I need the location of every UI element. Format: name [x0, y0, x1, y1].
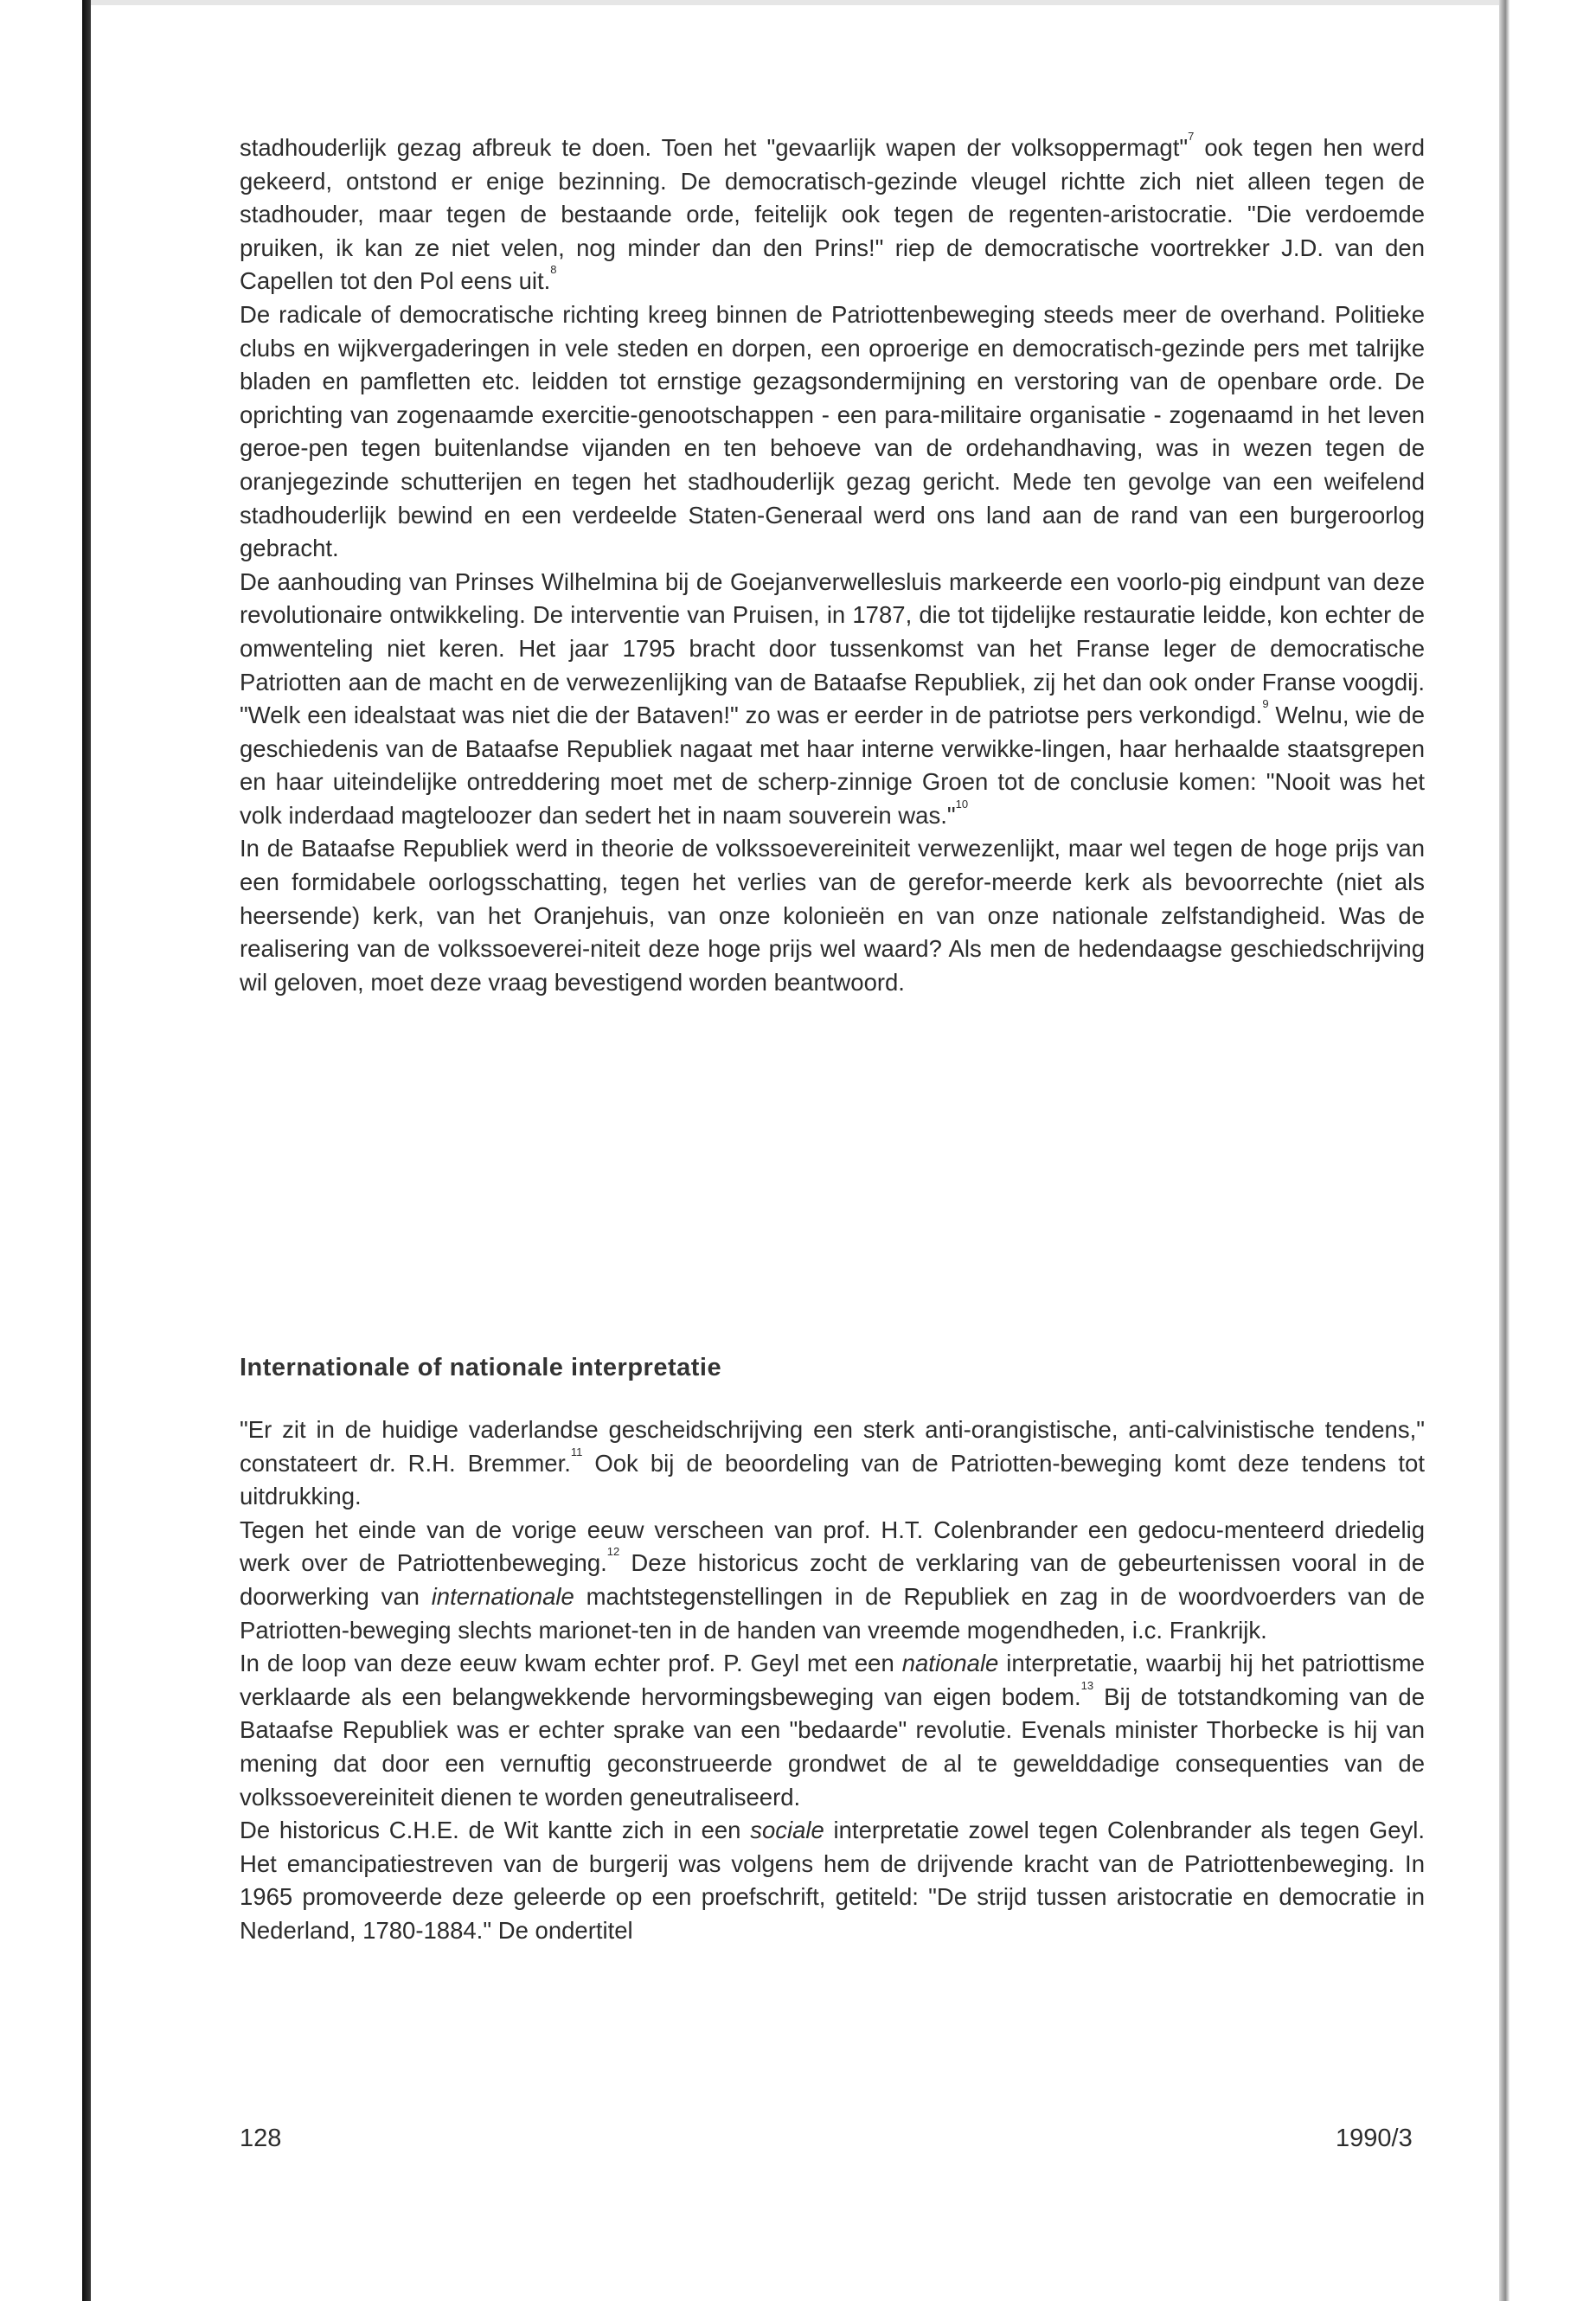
section-paragraph-3	[240, 1647, 1425, 1814]
paragraph-2: De radicale of democratische richting kreeg binnen de Patriottenbeweging steeds meer de overhand. Politieke clubs en wijkvergaderingen in vele steden en dorpen, een oproerige en democratisch-gezinde pers met talrijke bladen en pamfletten etc. leidden tot ernstige gezagsondermijning en verstoring van de openbare orde. De oprichting van zogenaamde exercitie-genootschappen - een para-militaire organisatie - zogenaamd in het leven geroe-pen tegen buitenlandse vijanden en ten behoeve van de ordehandhaving, was in wezen tegen de oranjegezinde schutterijen en tegen het stadhouderlijk gezag gericht. Mede ten gevolge van een weifelend stadhouderlijk bewind en een verdeelde Staten-Generaal werd ons land aan de rand van een burgeroorlog gebracht.	[240, 300, 1425, 562]
footnote-ref: 10	[955, 797, 969, 811]
text-span: De aanhouding van Prinses Wilhelmina bij de Goejanverwellesluis markeerde een voorlo-pig eindpunt van deze revolutionaire ontwikkeling. De interventie van Pruisen, in 1787, die tot tijdelijke restauratie leidde, kon echter de omwenteling niet keren. Het jaar 1795 bracht door tussenkomst van het Franse leger de democratische Patriotten aan de macht en de verwezenlijking van de Bataafse Republiek, zij het dan ook onder Franse voogdij. "Welk een idealstaat was niet die der Bataven!" zo was er eerder in de patriotse pers verkondigd.	[240, 567, 1425, 729]
text-span: Deze historicus zocht de verklaring van de gebeurtenissen vooral in de doorwerking van	[240, 1549, 1425, 1610]
text-span: stadhouderlijk gezag afbreuk te doen. Toen het "gevaarlijk wapen der volksoppermagt"	[240, 134, 1189, 161]
text-span: interpretatie zowel tegen Colenbrander als tegen Geyl. Het emancipatiestreven van de burgerij was volgens hem de drijvende kracht van de Patriottenbeweging. In 1965 promoveerde deze geleerde op een proefschrift, getiteld: "De strijd tussen aristocratie en democratie in Nederland, 1780-1884." De ondertitel	[240, 1817, 1425, 1944]
section-paragraph-2	[240, 1514, 1425, 1647]
page-number: 128	[240, 2125, 282, 2152]
emphasis: internationale	[431, 1582, 574, 1610]
section-heading: Internationale of nationale interpretatie	[240, 1354, 722, 1381]
text-span: interpretatie, waarbij hij het patriottisme verklaarde als een belangwekkende hervormingsbeweging van eigen bodem.	[240, 1650, 1426, 1710]
page-edge-left	[82, 0, 91, 2301]
footnote-ref: 12	[606, 1545, 620, 1559]
footnote-ref: 11	[570, 1445, 583, 1458]
text-span: Ook bij de beoordeling van de Patriotten-beweging komt deze tendens tot uitdrukking.	[240, 1449, 1425, 1510]
page-edge-top	[82, 0, 1509, 5]
section-paragraph-4	[240, 1814, 1425, 1947]
paragraph-3	[240, 566, 1425, 833]
emphasis: sociale	[750, 1817, 824, 1844]
paragraph-4: In de Bataafse Republiek werd in theorie de volkssoevereiniteit verwezenlijkt, maar wel tegen de hoge prijs van een formidabele oorlogsschatting, tegen het verlies van de gerefor-meerde kerk als bevoorrechte (niet als heersende) kerk, van het Oranjehuis, van onze kolonieën en van onze nationale zelfstandigheid. Was de realisering van de volkssoeverei-niteit deze hoge prijs wel waard? Als men de hedendaagse geschiedschrijving wil geloven, moet deze vraag bevestigend worden beantwoord.	[240, 835, 1425, 996]
page-edge-right	[1499, 0, 1509, 2301]
text-span: "Er zit in de huidige vaderlandse gescheidschrijving een sterk anti-orangistische, anti-calvinistische tendens," constateert dr. R.H. Bremmer.	[240, 1416, 1425, 1477]
section-paragraph-1	[240, 1413, 1425, 1514]
emphasis: nationale	[901, 1650, 999, 1677]
text-span: Bij de totstandkoming van de Bataafse Republiek was er echter sprake van een "bedaarde" revolutie. Evenals minister Thorbecke is hij van mening dat door een vernuftig geconstrueerde grondwet de al te gewelddadige consequenties van de volkssoevereiniteit dienen te worden geneutraliseerd.	[240, 1682, 1425, 1811]
text-span: De historicus C.H.E. de Wit kantte zich in een	[240, 1817, 751, 1844]
footnote-ref: 8	[550, 263, 557, 277]
text-span: Tegen het einde van de vorige eeuw verscheen van prof. H.T. Colenbrander een gedocu-menteerd driedelig werk over de Patriottenbeweging.	[240, 1516, 1425, 1577]
text-span: In de loop van deze eeuw kwam echter prof. P. Geyl met een	[240, 1650, 902, 1677]
footnote-ref: 7	[1188, 130, 1195, 143]
paragraph-1	[240, 131, 1425, 298]
footnote-ref: 9	[1262, 697, 1269, 711]
text-span: machtstegenstellingen in de Republiek en zag in de woordvoerders van de Patriotten-beweging slechts marionet-ten in de handen van vreemde mogendheden, i.c. Frankrijk.	[240, 1582, 1425, 1644]
section-text	[240, 1413, 1425, 1948]
issue-label: 1990/3	[1336, 2125, 1413, 2152]
body-text	[240, 131, 1425, 999]
text-span: Welnu, wie de geschiedenis van de Bataafse Republiek nagaat met haar interne verwikke-lingen, haar herhaalde staatsgrepen en haar uiteindelijke ontreddering moet met de scherp-zinnige Groen tot de conclusie komen: "Nooit was het volk inderdaad magteloozer dan sedert het in naam souverein was."	[240, 702, 1425, 829]
text-span: ook tegen hen werd gekeerd, ontstond er enige bezinning. De democratisch-gezinde vleugel richtte zich niet alleen tegen de stadhouder, maar tegen de bestaande orde, feitelijk ook tegen de regenten-aristocratie. "Die verdoemde pruiken, ik kan ze niet velen, nog minder dan den Prins!" riep de democratische voortrekker J.D. van den Capellen tot den Pol eens uit.	[240, 134, 1425, 295]
footnote-ref: 13	[1080, 1678, 1094, 1692]
